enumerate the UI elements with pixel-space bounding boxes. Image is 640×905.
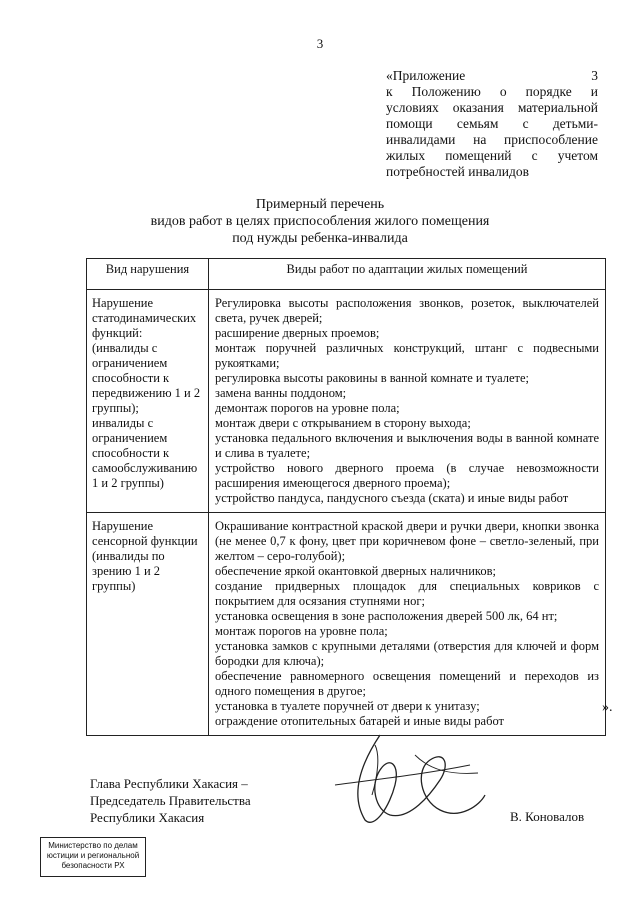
work-item: устройство пандуса, пандусного съезда (ската) и иные виды работ [215, 491, 569, 505]
title-line: видов работ в целях приспособления жилого помещения [150, 214, 490, 229]
document-title [0, 196, 640, 247]
violation-line: инвалиды с [92, 416, 154, 430]
appendix-line: условиях оказания материальной [386, 100, 598, 115]
appendix-line: инвалидами на приспособление [386, 132, 598, 147]
work-item: установка замков с крупными деталями (отверстия для ключей и форм бородки для ключа); [215, 639, 599, 668]
violation-line: передвижению 1 и 2 [92, 386, 201, 400]
violation-line: (инвалиды с [92, 341, 158, 355]
violation-line: (инвалиды по [92, 549, 165, 563]
signatory-title-line: Председатель Правительства [90, 793, 251, 808]
work-item: расширение дверных проемов; [215, 326, 380, 340]
violation-line: способности к [92, 371, 170, 385]
violation-line: группы); [92, 401, 139, 415]
violation-cell [87, 513, 209, 736]
work-item: регулировка высоты раковины в ванной комнате и туалете; [215, 371, 530, 385]
signatory-name: В. Коновалов [510, 809, 585, 824]
table-row [87, 513, 606, 736]
violation-line: статодинамических [92, 311, 197, 325]
violation-line: зрению 1 и 2 [92, 564, 161, 578]
appendix-line: жилых помещений с учетом [386, 148, 598, 163]
work-item: установка в туалете поручней от двери к унитазу; [215, 699, 480, 713]
violation-line: Нарушение [92, 296, 154, 310]
work-item: монтаж поручней различных конструкций, штанг с подвесными рукоятками; [215, 341, 599, 370]
stamp-line: безопасности РХ [61, 861, 125, 870]
work-item: монтаж порогов на уровне пола; [215, 624, 388, 638]
violation-line: сенсорной функции [92, 534, 198, 548]
work-item: обеспечение равномерного освещения помещений и переходов из одного помещения в другое; [215, 669, 599, 698]
header-works: Виды работ по адаптации жилых помещений [209, 259, 606, 290]
appendix-line: помощи семьям с детьми- [386, 116, 598, 131]
violation-line: функций: [92, 326, 143, 340]
work-item: ограждение отопительных батарей и иные виды работ [215, 714, 505, 728]
handwritten-signature [320, 725, 490, 835]
violation-line: ограничением [92, 356, 168, 370]
work-item: Регулировка высоты расположения звонков, розеток, выключателей света, ручек дверей; [215, 296, 599, 325]
work-item: устройство нового дверного проема (в случае невозможности расширения имеющегося дверного проема); [215, 461, 599, 490]
violation-line: самообслуживанию [92, 461, 198, 475]
violation-cell [87, 290, 209, 513]
work-item: Окрашивание контрастной краской двери и ручки двери, кнопки звонка (не менее 0,7 к фону, цвет при коричневом фоне – светло-зеленый, при желтом – серо-голубой); [215, 519, 599, 563]
table-row [87, 290, 606, 513]
table-header-row [87, 259, 606, 290]
signatory-title-line: Республики Хакасия [90, 810, 205, 825]
violation-line: 1 и 2 группы) [92, 476, 164, 490]
header-violation: Вид нарушения [87, 259, 209, 290]
work-item: замена ванны поддоном; [215, 386, 347, 400]
violation-line: способности к [92, 446, 170, 460]
work-item: установка педального включения и выключения воды в ванной комнате и слива в туалете; [215, 431, 599, 460]
works-table [86, 258, 606, 736]
signatory-title [90, 775, 251, 826]
title-line: под нужды ребенка-инвалида [232, 231, 408, 246]
registration-stamp [40, 837, 146, 877]
appendix-line: «Приложение 3 [386, 68, 598, 83]
appendix-line: потребностей инвалидов [386, 164, 529, 179]
violation-line: Нарушение [92, 519, 154, 533]
violation-line: ограничением [92, 431, 168, 445]
work-item: установка освещения в зоне расположения дверей 500 лк, 64 нт; [215, 609, 558, 623]
work-item: обеспечение яркой окантовкой дверных наличников; [215, 564, 496, 578]
stamp-line: Министерство по делам [48, 841, 138, 850]
work-item: создание придверных площадок для специальных ковриков с покрытием для осязания ступнями ног; [215, 579, 599, 608]
violation-line: группы) [92, 579, 136, 593]
stamp-line: юстиции и региональной [46, 851, 140, 860]
works-cell [209, 513, 606, 736]
page-number: 3 [316, 36, 324, 51]
title-line: Примерный перечень [255, 197, 385, 212]
appendix-header [386, 68, 598, 180]
work-item: монтаж двери с открыванием в сторону выхода; [215, 416, 471, 430]
work-item: демонтаж порогов на уровне пола; [215, 401, 400, 415]
closing-quote: ». [602, 700, 613, 715]
works-cell [209, 290, 606, 513]
appendix-line: к Положению о порядке и [386, 84, 598, 99]
signatory-title-line: Глава Республики Хакасия – [90, 776, 248, 791]
